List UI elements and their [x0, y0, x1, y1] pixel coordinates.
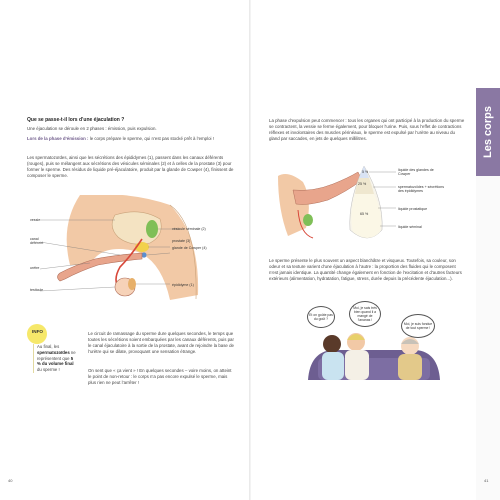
epididymis-shape — [128, 278, 136, 290]
character-2-hair — [347, 334, 365, 340]
label-testicule: testicule — [30, 288, 44, 292]
emission-text: le corps prépare le sperme, qui n’est pas stocké prêt à l’emploi ! — [88, 136, 214, 141]
info-callout — [27, 324, 76, 394]
character-1-body — [322, 352, 344, 380]
body-section — [278, 174, 309, 236]
reproductive-anatomy-diagram — [20, 195, 240, 300]
speech-bubble-1: Et on goûte pas du goût ? — [307, 306, 335, 328]
label-epididyme: épididyme (1) — [172, 283, 194, 287]
label-prostate: prostate (3) — [172, 239, 191, 243]
chapter-tab-label: Les corps — [482, 106, 494, 158]
drop-label-cowper: liquide des glandes de Cowper — [398, 168, 434, 177]
info-text: Au final, les spermatozoïdes ne représentent que 5 % du volume final du sperme ! — [33, 344, 77, 373]
info-badge — [27, 324, 47, 344]
emission-label: Lors de la phase d’émission : — [27, 136, 89, 141]
paragraph-2: Les spermatozoïdes, ainsi que les sécrétions des épididymes (1), passent dans les canaux déférents (rouges), puis se mélangent aux sécrétions des vésicules séminales (2) et à celles de la prostate (3) pour former le sperme. Des résidus de liquide pré-éjaculatoire, produit par la glande de Cowper (4), finissent de composer le sperme. — [27, 155, 234, 179]
label-cowper: glande de Cowper (4) — [172, 246, 207, 250]
label-vessie: vessie — [30, 218, 41, 222]
label-uretre: urètre — [30, 266, 40, 270]
drop-label-spermatozoa: spermatozoïdes + sécrétions des épididymes — [398, 185, 445, 194]
sperm-description-paragraph: Le sperme présente le plus souvent un aspect blanchâtre et visqueux. Toutefois, sa couleur, son odeur et sa texture varient d’une éjaculation à l’autre : la proportion des fluides qui le composent n’est jamais identique. La quantité change également en fonction de l’excitation et d’autres facteurs extérieurs (alimentation, hydratation, fatigue, stress, durée depuis la précédente éjaculation...). — [269, 258, 462, 282]
page-number-left: 40 — [8, 478, 13, 483]
intro-text: Une éjaculation se déroule en 2 phases : émission, puis expulsion. — [27, 126, 157, 131]
label-canal-deferent: canal déférent — [30, 237, 44, 246]
speech-bubble-3: Moi, je suis fondue de tout sperme ! — [401, 314, 435, 338]
section-vesicle — [303, 214, 313, 226]
vesicle-shape — [146, 220, 158, 238]
drop-layer-seminal — [351, 194, 381, 238]
character-3-body — [398, 354, 422, 380]
expulsion-paragraph: La phase d’expulsion peut commencer : tous les organes qui ont participé à la production du sperme se contractent, la vessie se ferme également, pour bloquer l’urine. Puis, sous l’effet de contractions réflexes et involontaires des muscles périnéaux, le sperme est expulsé par l’urètre au niveau du gland par saccades, en jets de quelques millilitres. — [269, 118, 465, 142]
book-gutter — [249, 0, 251, 500]
right-margin-strip — [476, 176, 500, 500]
pct-spermatozoa: 25 % — [358, 182, 367, 186]
paragraph-3: Le circuit de ramassage du sperme dure quelques secondes, le temps que toutes les sécrétions soient embarquées par les canaux déférents, puis par le canal éjaculatoire à la sortie de la prostate, avant de rejoindre la base de l’urètre qui se dilate, provoquant une sensation étrange. — [88, 331, 234, 355]
paragraph-4: On sent que « ça vient » ! En quelques secondes – voire moins, on atteint le point de non-retour : le corps n’a pas encore expulsé le sperme, mais plus rien ne peut l’arrêter ! — [88, 368, 232, 386]
drop-label-seminal: liquide séminal — [398, 225, 422, 229]
speech-bubble-2: Moi, je sais très bien quand il a mangé de l’ananas ! — [349, 301, 381, 327]
info-title: INFO — [32, 329, 43, 334]
emission-paragraph — [27, 136, 237, 142]
character-2-body — [345, 350, 369, 380]
chapter-tab — [476, 88, 500, 176]
drop-label-prostatic: liquide prostatique — [398, 207, 428, 211]
pct-cowper: 5 % — [362, 170, 369, 174]
page-number-right: 41 — [484, 478, 489, 483]
section-heading: Que se passe-t-il lors d’une éjaculation ? — [27, 117, 125, 123]
character-1-head — [323, 335, 341, 353]
label-vesicule-seminale: vésicule séminale (2) — [172, 227, 206, 231]
pct-seminal: 65 % — [360, 212, 369, 216]
